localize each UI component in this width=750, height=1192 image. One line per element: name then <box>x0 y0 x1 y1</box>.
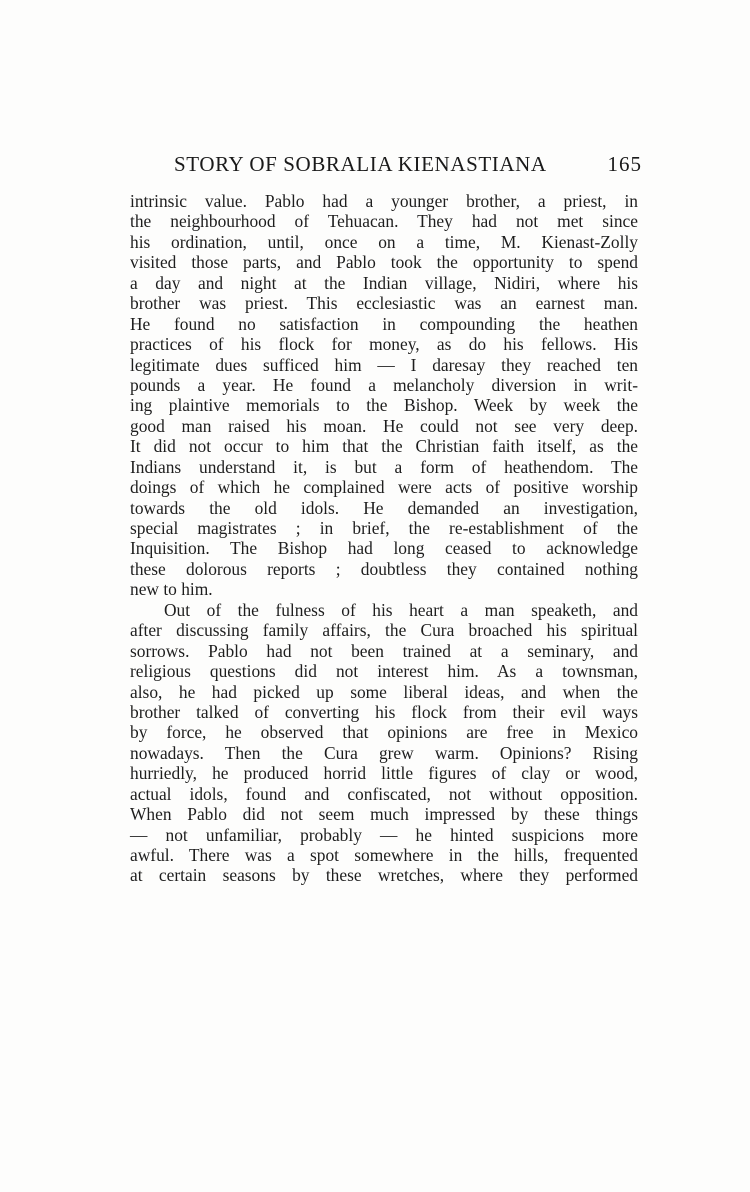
text-line: — not unfamiliar, probably — he hinted suspicions more <box>130 824 638 845</box>
text-line: towards the old idols. He demanded an investigation, <box>130 497 638 518</box>
text-line: new to him. <box>130 579 213 600</box>
text-line: brother talked of converting his flock from their evil ways <box>130 701 638 722</box>
text-line: intrinsic value. Pablo had a younger brother, a priest, in <box>130 191 638 211</box>
text-line: also, he had picked up some liberal ideas, and when the <box>130 681 638 702</box>
text-line: ing plaintive memorials to the Bishop. Week by week the <box>130 395 638 416</box>
text-line: actual idols, found and confiscated, not without opposition. <box>130 783 638 804</box>
text-line: Out of the fulness of his heart a man speaketh, and <box>164 599 638 620</box>
text-line: the neighbourhood of Tehuacan. They had not met since <box>130 211 638 232</box>
text-line: When Pablo did not seem much impressed by these things <box>130 804 638 825</box>
text-line: after discussing family affairs, the Cura broached his spiritual <box>130 620 638 641</box>
text-line: these dolorous reports ; doubtless they contained nothing <box>130 558 638 579</box>
text-line: He found no satisfaction in compounding the heathen <box>130 313 638 334</box>
body-text <box>130 191 638 886</box>
page-number: 165 <box>607 152 642 176</box>
text-line: It did not occur to him that the Christian faith itself, as the <box>130 436 638 457</box>
text-line: hurriedly, he produced horrid little figures of clay or wood, <box>130 763 638 784</box>
text-line: at certain seasons by these wretches, where they performed <box>130 865 638 886</box>
text-line: Indians understand it, is but a form of heathendom. The <box>130 456 638 477</box>
text-line: special magistrates ; in brief, the re-establishment of the <box>130 518 638 538</box>
text-line: practices of his flock for money, as do his fellows. His <box>130 334 638 355</box>
text-line: religious questions did not interest him. As a townsman, <box>130 661 638 682</box>
text-line: visited those parts, and Pablo took the opportunity to spend <box>130 252 638 273</box>
text-line: doings of which he complained were acts of positive worship <box>130 477 638 498</box>
text-line: brother was priest. This ecclesiastic was an earnest man. <box>130 293 638 314</box>
running-head <box>174 152 642 182</box>
text-line: a day and night at the Indian village, Nidiri, where his <box>130 272 638 293</box>
text-line: sorrows. Pablo had not been trained at a seminary, and <box>130 640 638 661</box>
text-line: his ordination, until, once on a time, M. Kienast-Zolly <box>130 231 638 252</box>
text-line: legitimate dues sufficed him — I daresay they reached ten <box>130 354 638 375</box>
text-line: pounds a year. He found a melancholy diversion in writ- <box>130 374 638 395</box>
text-line: awful. There was a spot somewhere in the hills, frequented <box>130 845 638 865</box>
running-title: STORY OF SOBRALIA KIENASTIANA <box>174 152 547 176</box>
paragraph-1 <box>130 191 638 600</box>
text-line: by force, he observed that opinions are free in Mexico <box>130 722 638 743</box>
text-line: Inquisition. The Bishop had long ceased to acknowledge <box>130 538 638 559</box>
text-line: nowadays. Then the Cura grew warm. Opinions? Rising <box>130 742 638 763</box>
paragraph-2 <box>130 600 638 886</box>
text-line: good man raised his moan. He could not see very deep. <box>130 415 638 436</box>
